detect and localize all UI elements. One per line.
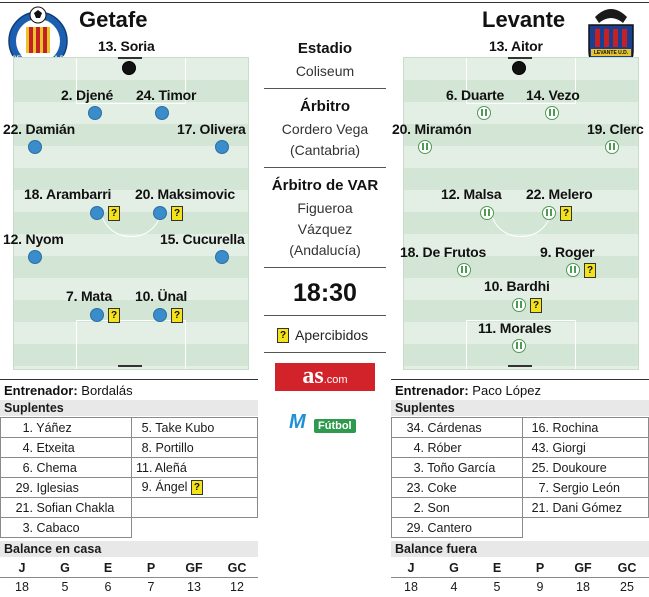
levante-crest-text: LEVANTE U.D.	[593, 50, 629, 56]
sub-number: 34.	[406, 420, 424, 435]
sub-name: Cabaco	[36, 520, 80, 535]
away-player-roger: 9. Roger	[540, 244, 595, 260]
home-player-timor-marker	[155, 106, 169, 120]
stat-value: 12	[230, 580, 244, 594]
movistar-logo: M	[289, 411, 306, 433]
sub-name: Toño García	[427, 460, 496, 475]
away-player-clerc-marker	[605, 140, 619, 154]
stat-header: P	[535, 561, 545, 575]
legend-booked-label: Apercibidos	[295, 327, 369, 343]
sub-name: Yáñez	[36, 420, 72, 435]
stat-value: 5	[493, 580, 501, 594]
sub-name: Sofian Chakla	[36, 500, 115, 515]
divider	[264, 315, 386, 316]
sub-name: Róber	[427, 440, 462, 455]
table-row	[392, 458, 649, 478]
away-player-malsa: 12. Malsa	[441, 186, 502, 202]
sub-number: 3.	[22, 520, 33, 535]
referee-name: Cordero Vega	[281, 121, 369, 137]
stat-header: E	[492, 561, 502, 575]
sub-number: 21.	[15, 500, 33, 515]
away-player-duarte-marker	[477, 106, 491, 120]
futbol-badge: Fútbol	[314, 419, 356, 433]
stat-value: 25	[620, 580, 634, 594]
sub-number: 21.	[531, 500, 549, 515]
away-team-name: Levante	[482, 7, 566, 32]
sub-name: Aleñá	[154, 460, 187, 475]
away-subs-table	[391, 417, 649, 538]
home-player-maksimovic-card: ?	[171, 206, 183, 221]
away-goal-top	[508, 57, 532, 59]
sub-name: Iglesias	[36, 480, 79, 495]
stat-value: 9	[536, 580, 544, 594]
home-player-unal-marker	[153, 308, 167, 322]
stadium-name: Coliseum	[295, 63, 355, 79]
sub-number: 5.	[141, 420, 152, 435]
home-coach-label: Entrenador:	[4, 383, 78, 398]
stat-header: E	[103, 561, 113, 575]
table-row	[392, 418, 649, 438]
stat-header: GF	[574, 561, 592, 575]
home-player-maksimovic-marker	[153, 206, 167, 220]
away-player-roger-marker	[566, 263, 580, 277]
sub-number: 25.	[531, 460, 549, 475]
table-row	[1, 498, 258, 518]
sub-number: 11.	[136, 460, 153, 475]
sub-name: Doukoure	[552, 460, 607, 475]
divider	[264, 352, 386, 353]
table-row	[1, 458, 258, 478]
home-player-nyom: 12. Nyom	[3, 231, 64, 247]
away-player-melero-card: ?	[560, 206, 572, 221]
home-team-name: Getafe	[79, 7, 148, 32]
sub-name: Take Kubo	[155, 420, 215, 435]
away-player-aitor: 13. Aitor	[489, 38, 543, 54]
sub-name: Cárdenas	[427, 420, 482, 435]
table-row	[392, 438, 649, 458]
as-logo	[275, 363, 375, 391]
home-player-cucurella-marker	[215, 250, 229, 264]
sub-number: 16.	[531, 420, 549, 435]
sub-number: 2.	[413, 500, 424, 515]
away-player-de-frutos: 18. De Frutos	[400, 244, 487, 260]
sub-name: Sergio León	[552, 480, 620, 495]
home-player-djene: 2. Djené	[61, 87, 114, 103]
sub-number: 3.	[413, 460, 424, 475]
home-coach-name: Bordalás	[81, 383, 133, 398]
home-subs-table	[0, 417, 258, 538]
away-coach	[395, 383, 541, 398]
sub-number: 1.	[22, 420, 33, 435]
home-player-olivera: 17. Olivera	[177, 121, 246, 137]
away-player-aitor-marker	[512, 61, 526, 75]
away-player-duarte: 6. Duarte	[446, 87, 505, 103]
sub-name: Cantero	[427, 520, 472, 535]
away-coach-name: Paco López	[472, 383, 541, 398]
sub-number: 29.	[406, 520, 424, 535]
stat-header: GC	[227, 561, 247, 575]
home-player-unal-card: ?	[171, 308, 183, 323]
divider	[264, 267, 386, 268]
legend-card: ?	[277, 328, 289, 343]
away-player-roger-card: ?	[584, 263, 596, 278]
away-player-de-frutos-marker	[457, 263, 471, 277]
home-player-soria-marker	[122, 61, 136, 75]
table-row	[1, 418, 258, 438]
var-name-1: Figueroa	[297, 200, 353, 216]
away-goal-bottom	[508, 365, 532, 367]
table-row	[1, 438, 258, 458]
sub-number: 29.	[15, 480, 33, 495]
away-player-miramon-marker	[418, 140, 432, 154]
stat-value: 6	[104, 580, 112, 594]
stat-value: 18	[576, 580, 590, 594]
sub-name: Ángel	[155, 479, 188, 494]
stat-header: J	[18, 561, 26, 575]
away-player-vezo: 14. Vezo	[526, 87, 580, 103]
home-player-timor: 24. Timor	[136, 87, 197, 103]
referee-label: Árbitro	[300, 98, 350, 115]
stats-divider	[0, 577, 258, 578]
sub-name: Etxeita	[36, 440, 75, 455]
top-rule	[0, 2, 649, 3]
stat-value: 4	[450, 580, 458, 594]
divider	[264, 167, 386, 168]
stat-header: GF	[185, 561, 203, 575]
sub-name: Rochina	[552, 420, 599, 435]
away-player-bardhi: 10. Bardhi	[484, 278, 550, 294]
sub-name: Dani Gómez	[552, 500, 622, 515]
stat-value: 18	[404, 580, 418, 594]
stat-header: J	[407, 561, 415, 575]
home-pitch-box-bottom	[76, 320, 186, 370]
home-divider-line	[0, 379, 258, 380]
away-player-melero: 22. Melero	[526, 186, 593, 202]
table-row	[392, 478, 649, 498]
stat-value: 13	[187, 580, 201, 594]
home-player-damian-marker	[28, 140, 42, 154]
home-balance-label: Balance en casa	[0, 541, 258, 557]
sub-number: 23.	[406, 480, 424, 495]
table-row	[1, 518, 258, 538]
away-player-miramon: 20. Miramón	[392, 121, 472, 137]
home-player-arambarri-marker	[90, 206, 104, 220]
kickoff-time: 18:30	[293, 279, 357, 307]
home-goal-bottom	[118, 365, 142, 367]
away-player-clerc: 19. Clerc	[587, 121, 644, 137]
stat-value: 18	[15, 580, 29, 594]
home-player-arambarri-card: ?	[108, 206, 120, 221]
home-subs-label: Suplentes	[0, 400, 258, 416]
stadium-label: Estadio	[297, 40, 353, 57]
stat-value: 7	[147, 580, 155, 594]
var-label: Árbitro de VAR	[271, 177, 379, 194]
home-player-mata: 7. Mata	[66, 288, 113, 304]
sub-name: Coke	[427, 480, 457, 495]
away-player-bardhi-card: ?	[530, 298, 542, 313]
home-player-unal: 10. Ünal	[135, 288, 188, 304]
home-player-damian: 22. Damián	[3, 121, 75, 137]
home-player-olivera-marker	[215, 140, 229, 154]
sub-card: ?	[191, 480, 203, 495]
sub-name: Son	[427, 500, 450, 515]
home-pitch	[13, 57, 249, 370]
sub-number: 7.	[538, 480, 549, 495]
var-name-2: Vázquez	[297, 221, 353, 237]
home-player-soria: 13. Soria	[98, 38, 155, 54]
away-balance-label: Balance fuera	[391, 541, 649, 557]
home-goal-top	[118, 57, 142, 59]
away-coach-label: Entrenador:	[395, 383, 469, 398]
stat-header: G	[449, 561, 459, 575]
stat-header: GC	[617, 561, 637, 575]
stat-header: P	[146, 561, 156, 575]
stat-header: G	[60, 561, 70, 575]
referee-region: (Cantabria)	[289, 142, 361, 158]
home-player-mata-marker	[90, 308, 104, 322]
stat-value: 5	[61, 580, 69, 594]
as-logo-suffix: .com	[323, 374, 348, 386]
home-player-cucurella: 15. Cucurella	[160, 231, 245, 247]
sub-number: 8.	[141, 440, 152, 455]
away-stats	[391, 559, 649, 597]
sub-number: 9.	[141, 479, 152, 494]
home-player-nyom-marker	[28, 250, 42, 264]
sub-name: Chema	[36, 460, 77, 475]
sub-number: 4.	[413, 440, 424, 455]
home-player-mata-card: ?	[108, 308, 120, 323]
home-player-arambarri: 18. Arambarri	[24, 186, 112, 202]
home-player-djene-marker	[88, 106, 102, 120]
home-player-maksimovic: 20. Maksimovic	[135, 186, 235, 202]
away-subs-label: Suplentes	[391, 400, 649, 416]
table-row	[392, 498, 649, 518]
table-row	[392, 518, 649, 538]
away-player-bardhi-marker	[512, 298, 526, 312]
table-row	[1, 478, 258, 498]
away-player-melero-marker	[542, 206, 556, 220]
away-player-malsa-marker	[480, 206, 494, 220]
sub-name: Portillo	[155, 440, 194, 455]
away-player-morales: 11. Morales	[478, 320, 552, 336]
stats-divider	[391, 577, 649, 578]
sub-number: 6.	[22, 460, 33, 475]
as-logo-text: as	[302, 363, 324, 389]
away-player-vezo-marker	[545, 106, 559, 120]
home-coach	[4, 383, 133, 398]
var-region: (Andalucía)	[289, 242, 361, 258]
sub-number: 43.	[531, 440, 549, 455]
divider	[264, 88, 386, 89]
sub-name: Giorgi	[552, 440, 586, 455]
away-player-morales-marker	[512, 339, 526, 353]
away-divider-line	[391, 379, 649, 380]
home-stats	[0, 559, 258, 597]
sub-number: 4.	[22, 440, 33, 455]
